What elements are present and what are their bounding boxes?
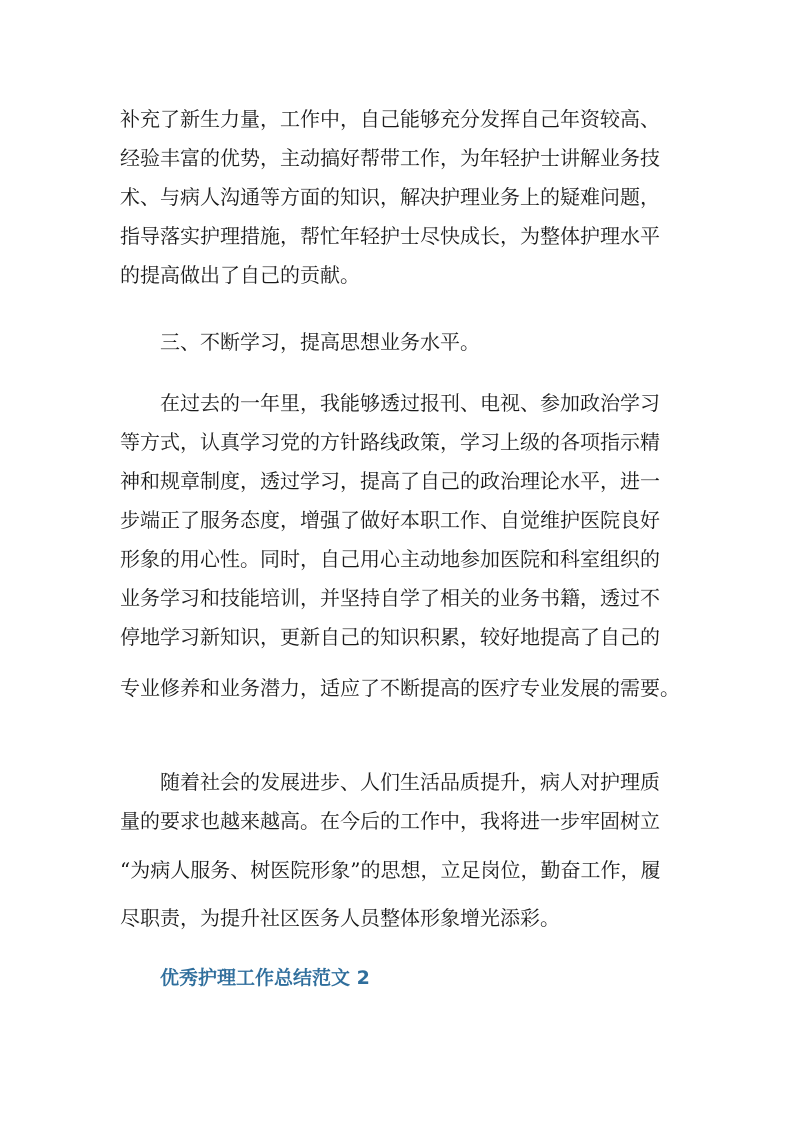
paragraph-2-line-3: 神和规章制度，透过学习，提高了自己的政治理论水平，进一 [120, 469, 660, 493]
paragraph-3-line-3: “为病人服务、树医院形象”的思想，立足岗位，勤奋工作，履 [120, 858, 661, 882]
paragraph-2-line-5: 形象的用心性。同时，自己用心主动地参加医院和科室组织的 [120, 547, 660, 571]
paragraph-3-line-4: 尽职责，为提升社区医务人员整体形象增光添彩。 [120, 906, 560, 930]
paragraph-3-line-1: 随着社会的发展进步、人们生活品质提升，病人对护理质 [160, 770, 660, 794]
paragraph-1-line-3: 术、与病人沟通等方面的知识，解决护理业务上的疑难问题， [120, 185, 660, 209]
paragraph-1-line-5: 的提高做出了自己的贡献。 [120, 263, 360, 287]
paragraph-1-line-1: 补充了新生力量，工作中，自己能够充分发挥自己年资较高、 [120, 107, 660, 131]
paragraph-2-line-8: 专业修养和业务潜力，适应了不断提高的医疗专业发展的需要。 [120, 676, 680, 700]
paragraph-2-line-7: 停地学习新知识，更新自己的知识积累，较好地提高了自己的 [120, 625, 660, 649]
section-heading: 优秀护理工作总结范文 2 [160, 967, 370, 989]
paragraph-3-line-2: 量的要求也越来越高。在今后的工作中，我将进一步牢固树立 [120, 809, 660, 833]
paragraph-1-line-2: 经验丰富的优势，主动搞好帮带工作，为年轻护士讲解业务技 [120, 146, 660, 170]
paragraph-2-line-6: 业务学习和技能培训，并坚持自学了相关的业务书籍，透过不 [120, 586, 660, 610]
paragraph-2-line-2: 等方式，认真学习党的方针路线政策，学习上级的各项指示精 [120, 430, 660, 454]
section-3-title: 三、不断学习，提高思想业务水平。 [160, 330, 480, 354]
paragraph-2-line-4: 步端正了服务态度，增强了做好本职工作、自觉维护医院良好 [120, 508, 660, 532]
paragraph-1-line-4: 指导落实护理措施，帮忙年轻护士尽快成长，为整体护理水平 [120, 224, 660, 248]
paragraph-2-line-1: 在过去的一年里，我能够透过报刊、电视、参加政治学习 [160, 391, 660, 415]
